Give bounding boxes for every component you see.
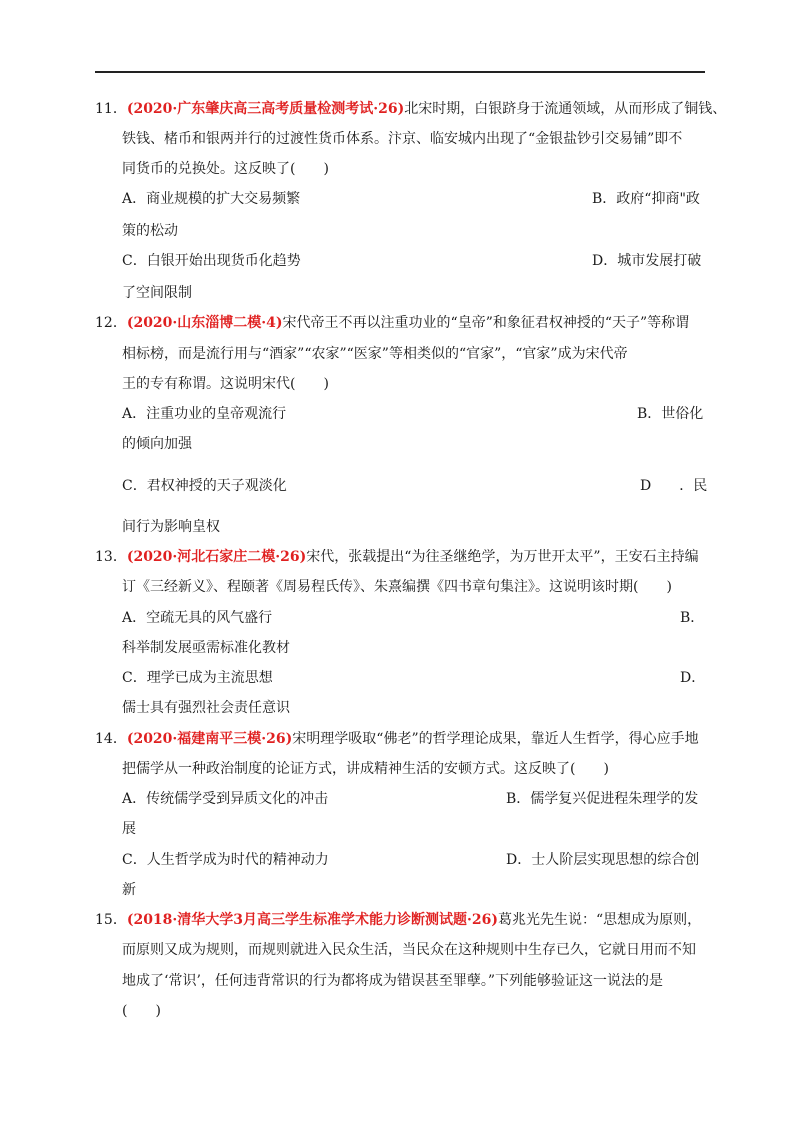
question-text: 地成了‘常识’，任何违背常识的行为都将成为错误甚至罪孽。”下列能够验证这一说法的是	[122, 973, 664, 989]
option-b-continued: 展	[122, 821, 136, 837]
question-text: 同货币的兑换处。这反映了( )	[122, 161, 329, 177]
question-text: 铁钱、楮币和银两并行的过渡性货币体系。汴京、临安城内出现了“金银盐钞引交易铺”即不	[122, 131, 683, 147]
question-text: 订《三经新义》、程颐著《周易程氏传》、朱熹编撰《四书章句集注》。这说明该时期( )	[122, 579, 672, 595]
option-b[interactable]: B．儒学复兴促进程朱理学的发	[506, 791, 699, 807]
option-c[interactable]: C．人生哲学成为时代的精神动力	[122, 852, 329, 868]
question-13-line-1	[95, 547, 699, 567]
option-c[interactable]: C．理学已成为主流思想	[122, 670, 273, 686]
question-11-line-1	[95, 99, 726, 119]
option-b-continued: 策的松动	[122, 223, 178, 239]
option-b-continued: 科举制发展亟需标准化教材	[122, 640, 290, 656]
question-source: (2020·山东淄博二模·4)	[126, 315, 283, 331]
option-a[interactable]: A．商业规模的扩大交易频繁	[122, 191, 301, 207]
header-rule	[95, 71, 705, 73]
question-number: 14．	[95, 731, 127, 747]
question-source: (2020·福建南平三模·26)	[126, 731, 293, 747]
question-15-line-1	[95, 910, 701, 930]
question-number: 13．	[95, 549, 127, 565]
option-b[interactable]: B．政府“抑商"政	[592, 191, 700, 207]
question-text: 相标榜，而是流行用与“酒家”“农家”“医家”等相类似的“官家”，“官家”成为宋代帝	[122, 346, 628, 362]
option-a[interactable]: A．空疏无具的风气盛行	[122, 610, 273, 626]
option-d[interactable]: D．	[680, 670, 706, 686]
question-number: 15．	[95, 912, 127, 928]
question-text: 葛兆光先生说：“思想成为原则，	[498, 912, 702, 928]
question-source: (2020·广东肇庆高三高考质量检测考试·26)	[126, 101, 405, 117]
question-text: 宋代，张载提出“为往圣继绝学，为万世开太平”，王安石主持编	[306, 549, 699, 565]
option-d-continued: 间行为影响皇权	[122, 519, 220, 535]
option-b[interactable]: B．世俗化	[637, 406, 704, 422]
question-text: ( )	[122, 1003, 161, 1019]
option-c[interactable]: C．白银开始出现货币化趋势	[122, 253, 301, 269]
question-text: 把儒学从一种政治制度的论证方式，讲成精神生活的安顿方式。这反映了( )	[122, 761, 609, 777]
question-14-line-1	[95, 729, 699, 749]
question-text: 而原则又成为规则，而规则就进入民众生活，当民众在这种规则中生存已久，它就日用而不知	[122, 942, 696, 958]
option-a[interactable]: A．传统儒学受到异质文化的冲击	[122, 791, 329, 807]
option-d[interactable]: D．士人阶层实现思想的综合创	[506, 852, 700, 868]
option-d-continued: 了空间限制	[122, 285, 192, 301]
question-number: 11．	[95, 101, 127, 117]
question-text: 宋代帝王不再以注重功业的“皇帝”和象征君权神授的“天子”等称谓	[282, 315, 690, 331]
question-text: 北宋时期，白银跻身于流通领域，从而形成了铜钱、	[404, 101, 727, 117]
option-a[interactable]: A．注重功业的皇帝观流行	[122, 406, 287, 422]
option-c[interactable]: C．君权神授的天子观淡化	[122, 478, 287, 494]
option-d-continued: 儒士具有强烈社会责任意识	[122, 700, 290, 716]
question-source: (2020·河北石家庄二模·26)	[126, 549, 307, 565]
question-12-line-1	[95, 313, 689, 333]
question-text: 王的专有称谓。这说明宋代( )	[122, 376, 329, 392]
question-source: (2018·清华大学3月高三学生标准学术能力诊断测试题·26)	[126, 912, 499, 928]
option-d[interactable]: D．城市发展打破	[592, 253, 702, 269]
option-d-continued: 新	[122, 882, 136, 898]
question-number: 12．	[95, 315, 127, 331]
option-d[interactable]: D ．民	[640, 478, 708, 494]
option-b-continued: 的倾向加强	[122, 436, 192, 452]
question-text: 宋明理学吸取“佛老”的哲学理论成果，靠近人生哲学，得心应手地	[292, 731, 699, 747]
option-b[interactable]: B．	[680, 610, 705, 626]
